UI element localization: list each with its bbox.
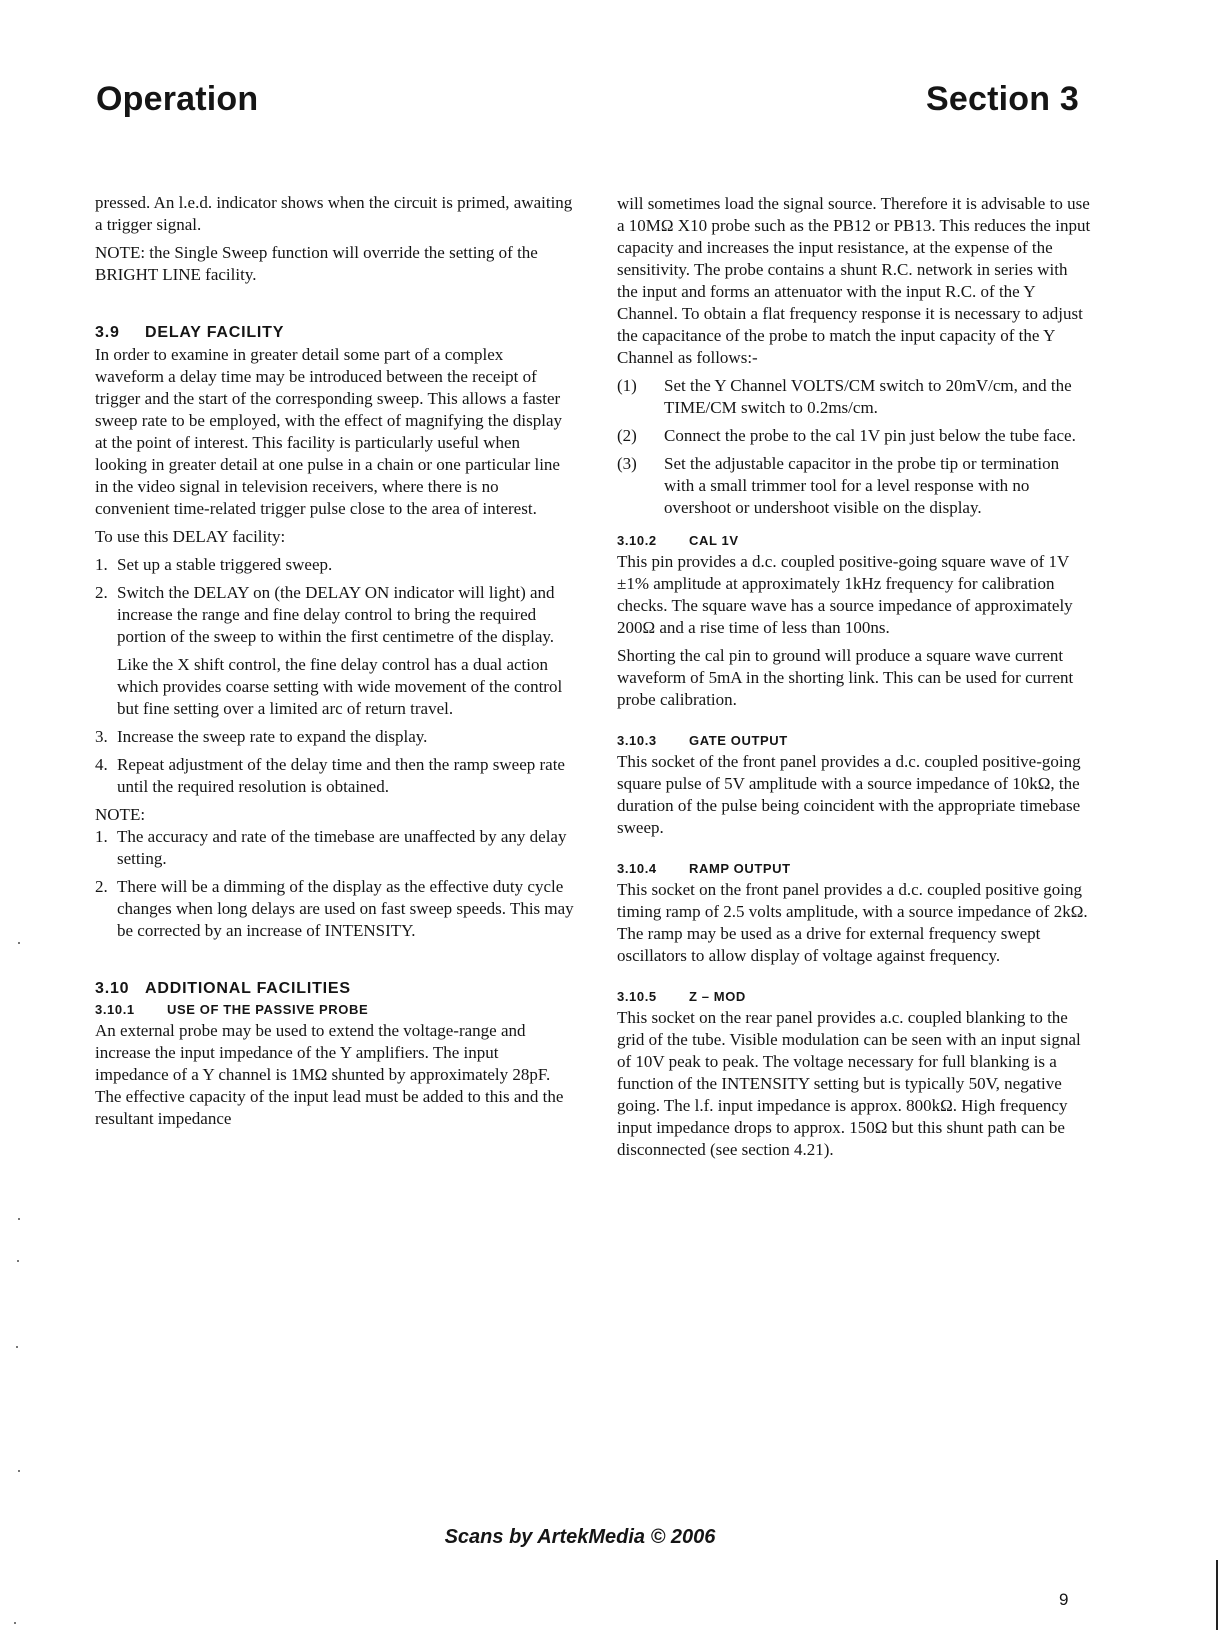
- ramp-output-paragraph: This socket on the front panel provides a d.c. coupled positive going timing ramp of 2.5 volts amplitude, with a source impedance of 2kΩ. The ramp may be used as a drive for external frequency swept oscillators to allow display of voltage against frequency.: [617, 880, 1088, 965]
- list-item: 2. Switch the DELAY on (the DELAY ON indicator will light) and increase the range and fine delay control to bring the required portion of the sweep to within the first centimetre of the display. Like the X shift control, the fine delay control has a dual action which provides coarse setting with wide movement of the control but fine setting over a limited arc of return travel.: [95, 583, 563, 718]
- intro-paragraph: pressed. An l.e.d. indicator shows when the circuit is primed, awaiting a trigger signal.: [95, 193, 573, 234]
- list-item: (2) Connect the probe to the cal 1V pin just below the tube face.: [617, 426, 1076, 445]
- cal-paragraph-2: Shorting the cal pin to ground will produce a square wave current waveform of 5mA in the shorting link. This can be used for current probe calibration.: [617, 646, 1074, 709]
- subsection-heading-3-10-1: 3.10.1 USE OF THE PASSIVE PROBE: [95, 1002, 369, 1017]
- delay-paragraph: In order to examine in greater detail some part of a complex waveform a delay time may be introduced between the receipt of trigger and the start of the corresponding sweep. This allows a faster sweep rate to be employed, with the effect of magnifying the display at the point of interest. This facility is particularly useful when looking in greater detail at one pulse in a chain or one particular line in the video signal in television receivers, where there is no convenient time-related trigger pulse close to the area of interest.: [95, 345, 563, 518]
- scan-speck: [16, 1346, 18, 1348]
- list-item: (3) Set the adjustable capacitor in the probe tip or termination with a small trimmer tool for a level response with no overshoot or undershoot visible on the display.: [617, 454, 1060, 517]
- list-item: 3. Increase the sweep rate to expand the display.: [95, 727, 428, 746]
- subsection-heading-3-10-2: 3.10.2 CAL 1V: [617, 533, 739, 548]
- passive-probe-paragraph: An external probe may be used to extend the voltage-range and increase the input impedance of the Y amplifiers. The input impedance of a Y channel is 1MΩ shunted by approximately 28pF. The effective capacity of the input lead must be added to this and the resultant impedance: [95, 1021, 564, 1128]
- cal-paragraph-1: This pin provides a d.c. coupled positive-going square wave of 1V ±1% amplitude at approximately 1kHz frequency for calibration checks. The square wave has a source impedance of approximately 200Ω and a rise time of less than 100ns.: [617, 552, 1073, 637]
- page-number: 9: [1059, 1590, 1069, 1609]
- right-column: [617, 193, 1092, 1167]
- scan-speck: [18, 1470, 20, 1472]
- page-header-left: Operation: [96, 80, 259, 118]
- scan-credit-footer: Scans by ArtekMedia © 2006: [444, 1526, 716, 1548]
- scan-speck: [18, 942, 20, 944]
- scan-edge-mark: [1216, 1560, 1218, 1630]
- section-heading-3-9: 3.9 DELAY FACILITY: [95, 324, 285, 341]
- subsection-heading-3-10-3: 3.10.3 GATE OUTPUT: [617, 733, 788, 748]
- list-item: 2. There will be a dimming of the display as the effective duty cycle changes when long delays are used on fast sweep speeds. This may be corrected by an increase of INTENSITY.: [95, 877, 574, 940]
- list-item: (1) Set the Y Channel VOLTS/CM switch to 20mV/cm, and the TIME/CM switch to 0.2ms/cm.: [617, 376, 1072, 417]
- page-header-right: Section 3: [926, 80, 1079, 118]
- note-list: [95, 826, 575, 942]
- gate-output-paragraph: This socket of the front panel provides a d.c. coupled positive-going square pulse of 5V amplitude with a source impedance of 10kΩ, the duration of the pulse being coincident with the appropriate timebase sweep.: [617, 752, 1081, 837]
- list-item: 4. Repeat adjustment of the delay time and then the ramp sweep rate until the required resolution is obtained.: [95, 755, 565, 796]
- section-heading-3-10: 3.10 ADDITIONAL FACILITIES: [95, 980, 351, 997]
- scan-speck: [17, 1260, 19, 1262]
- scan-speck: [14, 1622, 16, 1624]
- intro-note: NOTE: the Single Sweep function will override the setting of the BRIGHT LINE facility.: [95, 243, 538, 284]
- delay-usage-intro: To use this DELAY facility:: [95, 527, 286, 546]
- subsection-heading-3-10-4: 3.10.4 RAMP OUTPUT: [617, 861, 791, 876]
- list-item: 1. The accuracy and rate of the timebase are unaffected by any delay setting.: [95, 827, 567, 868]
- list-item: 1. Set up a stable triggered sweep.: [95, 555, 333, 574]
- delay-steps: [95, 554, 575, 798]
- left-column: [95, 192, 575, 1136]
- probe-continuation-paragraph: will sometimes load the signal source. Therefore it is advisable to use a 10MΩ X10 probe such as the PB12 or PB13. This reduces the input capacity and increases the input resistance, at the expense of the sensitivity. The probe contains a shunt R.C. network in series with the input and forms an attenuator with the input R.C. of the Y Channel. To obtain a flat frequency response it is necessary to adjust the capacitance of the probe to match the input capacity of the Y Channel as follows:-: [617, 194, 1091, 367]
- probe-steps: [617, 375, 1092, 519]
- z-mod-paragraph: This socket on the rear panel provides a.c. coupled blanking to the grid of the tube. Visible modulation can be seen with an input signal of 10V peak to peak. The voltage necessary for full blanking is a function of the INTENSITY setting but is typically 50V, negative going. The l.f. input impedance is approx. 800kΩ. High frequency input impedance drops to approx. 150Ω but this shunt path can be disconnected (see section 4.21).: [617, 1008, 1081, 1159]
- subsection-heading-3-10-5: 3.10.5 Z – MOD: [617, 989, 746, 1004]
- scan-speck: [18, 1218, 20, 1220]
- note-label: NOTE:: [95, 805, 146, 824]
